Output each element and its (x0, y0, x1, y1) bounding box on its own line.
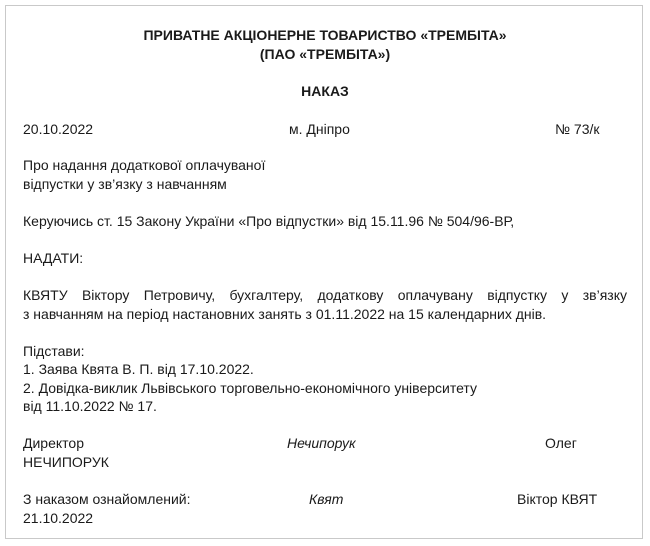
employee-name: Віктор КВЯТ (517, 491, 598, 507)
document-title: НАКАЗ (301, 83, 349, 99)
director-title: Директор (23, 435, 84, 451)
director-surname: НЕЧИПОРУК (23, 454, 109, 470)
company-short-name: (ПАО «ТРЕМБІТА») (259, 46, 391, 62)
company-name: ПРИВАТНЕ АКЦІОНЕРНЕ ТОВАРИСТВО «ТРЕМБІТА» (143, 27, 507, 43)
subject-line-1: Про надання додаткової оплачуваної (23, 157, 266, 173)
order-number: № 73/к (555, 121, 600, 137)
subject-line-2: відпустки у зв’язку з навчанням (23, 176, 227, 192)
order-body-line-2: з навчанням на період настановних занять з 01.11.2022 на 15 календарних днів. (23, 306, 547, 322)
order-date: 20.10.2022 (23, 121, 94, 137)
order-body-line-1: КВЯТУ Віктору Петровичу, бухгалтеру, додаткову оплачувану відпустку у зв’язку (23, 287, 627, 303)
employee-signature: Квят (309, 491, 344, 507)
grant-heading: НАДАТИ: (23, 250, 84, 266)
director-signature: Нечипорук (287, 435, 356, 451)
ground-item-2-line-1: 2. Довідка-виклик Львівського торговельно-економічного університету (23, 380, 477, 396)
director-first-name: Олег (545, 435, 577, 451)
grounds-title: Підстави: (23, 343, 85, 359)
ground-item-1: 1. Заява Квята В. П. від 17.10.2022. (23, 361, 254, 377)
acknowledgement-date: 21.10.2022 (23, 510, 94, 526)
order-city: м. Дніпро (289, 121, 350, 137)
ground-item-2-line-2: від 11.10.2022 № 17. (23, 398, 157, 414)
acknowledgement-label: З наказом ознайомлений: (23, 491, 191, 507)
legal-basis: Керуючись ст. 15 Закону України «Про відпустки» від 15.11.96 № 504/96-ВР, (23, 213, 515, 229)
